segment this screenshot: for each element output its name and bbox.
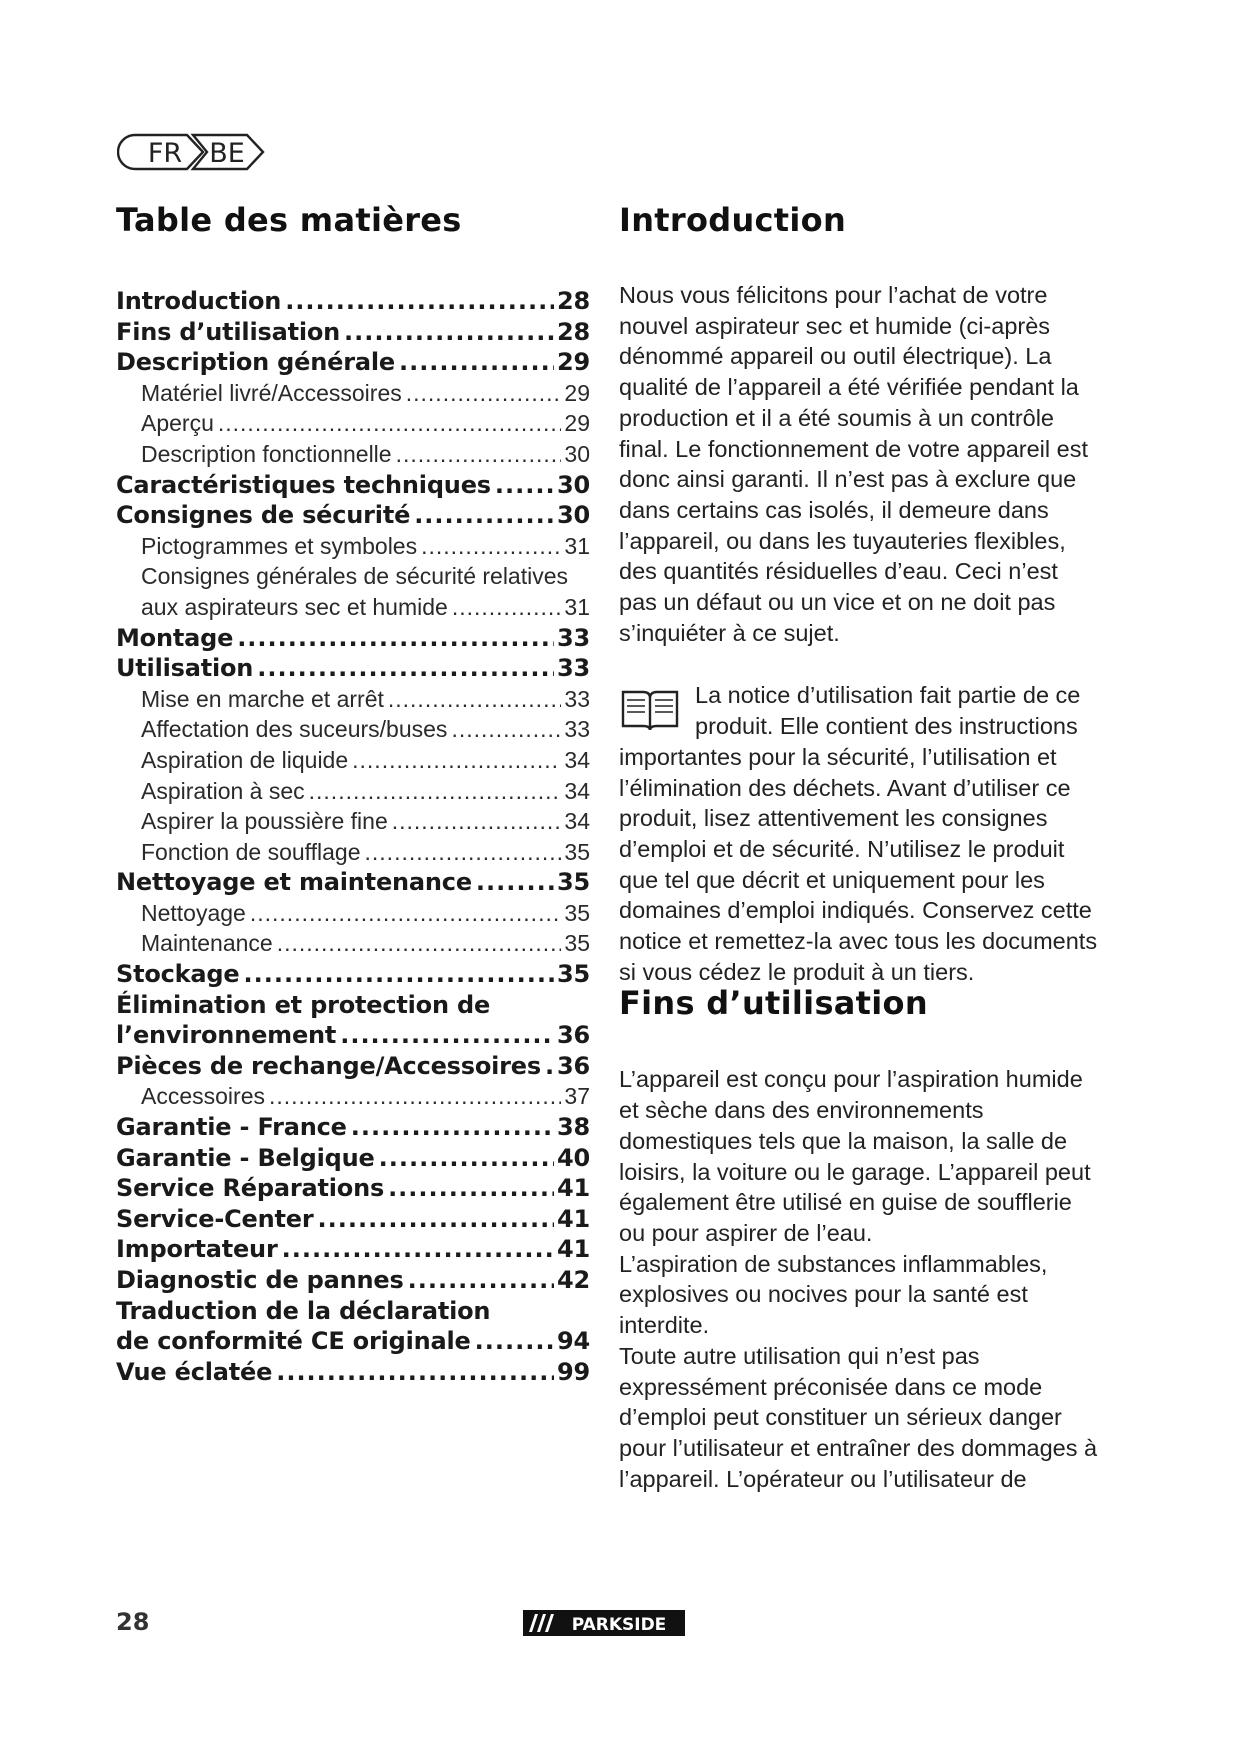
language-be: BE [209, 138, 245, 169]
toc-entry-label: Pièces de rechange/Accessoires [116, 1051, 541, 1080]
toc-leader-dots [250, 898, 562, 929]
toc-list [116, 286, 590, 1387]
toc-entry [116, 317, 590, 348]
book-icon [619, 686, 681, 732]
toc-entry-label: Service-Center [116, 1204, 314, 1233]
toc-entry-label: Service Réparations [116, 1174, 385, 1203]
toc-entry [116, 623, 590, 654]
toc-leader-dots [237, 623, 554, 654]
toc-entry [116, 653, 590, 684]
toc-entry [116, 347, 590, 378]
toc-entry [116, 408, 590, 439]
toc-entry [116, 1265, 590, 1296]
fins-paragraph-2: L’aspiration de substances inflammables, explosives ou nocives pour la santé est interdite. [619, 1250, 1048, 1339]
toc-entry [116, 531, 590, 562]
toc-entry [116, 286, 590, 317]
toc-entry [116, 1112, 590, 1143]
table-of-contents [116, 201, 590, 1387]
toc-entry-label: Diagnostic de pannes [116, 1266, 404, 1294]
toc-entry [116, 990, 590, 1021]
toc-entry-label: Consignes de sécurité [116, 501, 411, 530]
toc-entry [116, 1204, 590, 1235]
toc-leader-dots [414, 500, 554, 531]
toc-entry [116, 1296, 590, 1327]
toc-entry-page: 35 [564, 838, 590, 865]
toc-leader-dots [545, 1051, 554, 1082]
fins-paragraph-3: Toute autre utilisation qui n’est pas expressément préconisée dans ce mode d’emploi peut constituer un sérieux danger pour l’utilisateur et entraîner des dommages à l’appareil. L’opérateur ou l’utilisateur de [619, 1342, 1098, 1492]
toc-entry-page: 35 [557, 868, 590, 897]
introduction-title: Introduction [619, 201, 847, 239]
toc-entry-page: 28 [557, 287, 590, 315]
toc-entry-label: Garantie - Belgique [116, 1143, 375, 1172]
toc-title: Table des matières [116, 201, 462, 239]
toc-entry-label: Matériel livré/Accessoires [141, 379, 402, 406]
toc-leader-dots [451, 714, 561, 745]
brand-name: PARKSIDE [571, 1615, 667, 1635]
toc-entry-label: Nettoyage [141, 899, 246, 926]
toc-entry-label: Pictogrammes et symboles [141, 532, 418, 559]
toc-entry-page: 33 [557, 623, 590, 652]
toc-entry-page: 30 [557, 501, 590, 530]
toc-entry-label: Consignes générales de sécurité relatives [141, 563, 569, 590]
toc-entry [116, 745, 590, 776]
toc-entry-label: Vue éclatée [116, 1357, 273, 1386]
toc-leader-dots [218, 408, 562, 439]
toc-entry [116, 867, 590, 898]
toc-entry [116, 898, 590, 929]
toc-entry-page: 99 [557, 1357, 590, 1386]
toc-entry [116, 439, 590, 470]
toc-entry [116, 1081, 590, 1112]
toc-entry-label: Aspiration de liquide [141, 746, 349, 773]
toc-entry-page: 36 [557, 1021, 590, 1050]
toc-entry-page: 28 [557, 317, 590, 346]
toc-entry-label: Utilisation [116, 654, 254, 683]
toc-entry [116, 1234, 590, 1265]
toc-entry-page: 94 [557, 1327, 590, 1356]
toc-entry-page: 33 [564, 685, 590, 712]
toc-entry-page: 29 [564, 379, 590, 406]
toc-entry-label: Accessoires [141, 1083, 265, 1110]
toc-entry [116, 837, 590, 868]
toc-leader-dots [277, 928, 562, 959]
toc-entry-label: Garantie - France [116, 1113, 347, 1142]
toc-entry [116, 378, 590, 409]
toc-leader-dots [269, 1081, 561, 1112]
toc-entry-label: Description fonctionnelle [141, 440, 392, 467]
toc-entry [116, 959, 590, 990]
fins-paragraph-1: L’appareil est conçu pour l’aspiration humide et sèche dans des environnements domestiques tels que la maison, la salle de loisirs, la voiture ou le garage. L’appareil peut également être utilisé en guise de soufflerie ou pour aspirer de l’eau. [619, 1066, 1091, 1246]
language-badge-icon [117, 132, 267, 172]
toc-entry-page: 30 [557, 470, 590, 499]
toc-entry-label: de conformité CE originale [116, 1327, 471, 1356]
toc-entry-page: 35 [564, 930, 590, 957]
toc-entry-page: 36 [557, 1051, 590, 1080]
toc-entry-page: 30 [564, 440, 590, 467]
toc-entry-page: 33 [557, 654, 590, 683]
toc-entry [116, 1020, 590, 1051]
toc-entry [116, 470, 590, 501]
toc-entry-label: Montage [116, 623, 234, 652]
toc-entry-label: Traduction de la déclaration [116, 1296, 491, 1325]
toc-entry-label: aux aspirateurs sec et humide [141, 593, 448, 620]
toc-leader-dots [379, 1143, 554, 1174]
toc-leader-dots [408, 1265, 554, 1296]
toc-entry [116, 928, 590, 959]
toc-entry-label: Stockage [116, 960, 240, 989]
toc-entry [116, 500, 590, 531]
toc-leader-dots [351, 1112, 554, 1143]
toc-entry-page: 35 [564, 899, 590, 926]
page-number: 28 [116, 1608, 150, 1636]
toc-entry [116, 561, 590, 592]
toc-entry-label: Affectation des suceurs/buses [141, 716, 448, 743]
toc-entry [116, 1143, 590, 1174]
toc-leader-dots [365, 837, 562, 868]
toc-leader-dots [452, 592, 562, 623]
toc-leader-dots [340, 1020, 554, 1051]
toc-entry-label: Fins d’utilisation [116, 317, 341, 346]
toc-entry-label: Élimination et protection de [116, 990, 491, 1019]
toc-leader-dots [318, 1204, 555, 1235]
toc-entry [116, 806, 590, 837]
toc-leader-dots [344, 317, 554, 348]
toc-entry-label: Fonction de soufflage [141, 838, 361, 865]
toc-entry-page: 31 [564, 593, 590, 620]
toc-entry [116, 1051, 590, 1082]
introduction-paragraph: Nous vous félicitons pour l’achat de votre nouvel aspirateur sec et humide (ci-après dénommé appareil ou outil électrique). La qualité de l’appareil a été vérifiée pendant la production et il a été soumis à un contrôle final. Le fonctionnement de votre appareil est donc ainsi garanti. Il n’est pas à exclure que dans certains cas isolés, il demeure dans l’appareil, ou dans les tuyauteries flexibles, des quantités résiduelles d’eau. Ceci n’est pas un défaut ou un vice et on ne doit pas s’inquiéter à ce sujet. [619, 282, 1088, 646]
toc-entry-page: 34 [564, 746, 590, 773]
toc-leader-dots [388, 684, 562, 715]
notice-paragraph: La notice d’utilisation fait partie de ce produit. Elle contient des instructions importantes pour la sécurité, l’utilisation et l’élimination des déchets. Avant d’utiliser ce produit, lisez attentivement les consignes d’emploi et de sécurité. N’utilisez le produit que tel que décrit et uniquement pour les domaines d’emploi indiqués. Conservez cette notice et remettez-la avec tous les documents si vous cédez le produit à un tiers. [619, 682, 1098, 985]
toc-leader-dots [399, 347, 554, 378]
toc-entry-page: 37 [564, 1083, 590, 1110]
toc-entry-page: 40 [557, 1143, 590, 1172]
toc-entry-label: Maintenance [141, 930, 273, 957]
toc-leader-dots [476, 867, 554, 898]
toc-entry-page: 41 [557, 1235, 590, 1264]
toc-entry-page: 29 [557, 348, 590, 377]
toc-entry [116, 1326, 590, 1357]
toc-leader-dots [421, 531, 561, 562]
toc-entry-page: 33 [564, 716, 590, 743]
toc-leader-dots [406, 378, 562, 409]
toc-leader-dots [388, 1173, 554, 1204]
toc-entry-label: l’environnement [116, 1021, 337, 1050]
toc-entry-page: 34 [564, 808, 590, 835]
toc-leader-dots [257, 653, 554, 684]
toc-entry-label: Aspirer la poussière fine [141, 808, 388, 835]
notice-block [619, 680, 1101, 987]
language-badge [117, 132, 267, 172]
toc-entry-label: Caractéristiques techniques [116, 470, 491, 499]
toc-entry-label: Description générale [116, 348, 395, 377]
toc-entry [116, 592, 590, 623]
toc-leader-dots [309, 776, 562, 807]
toc-entry-page: 42 [557, 1266, 590, 1294]
toc-entry-page: 31 [564, 532, 590, 559]
toc-leader-dots [392, 806, 562, 837]
toc-entry-page: 41 [557, 1174, 590, 1203]
toc-entry-label: Introduction [116, 287, 282, 315]
toc-entry-page: 38 [557, 1113, 590, 1142]
toc-entry-label: Aspiration à sec [141, 777, 305, 804]
toc-entry-label: Aperçu [141, 410, 214, 437]
toc-entry [116, 684, 590, 715]
toc-entry-label: Mise en marche et arrêt [141, 685, 384, 712]
language-fr: FR [147, 138, 183, 169]
toc-entry [116, 1173, 590, 1204]
toc-leader-dots [352, 745, 561, 776]
toc-leader-dots [396, 439, 562, 470]
toc-entry-page: 34 [564, 777, 590, 804]
fins-title: Fins d’utilisation [619, 984, 928, 1023]
main-content [619, 201, 1101, 1494]
toc-leader-dots [285, 286, 554, 317]
toc-entry-label: Importateur [116, 1235, 278, 1264]
toc-leader-dots [276, 1357, 554, 1388]
toc-leader-dots [282, 1234, 554, 1265]
toc-leader-dots [244, 959, 555, 990]
toc-entry [116, 776, 590, 807]
toc-entry [116, 1357, 590, 1388]
toc-entry [116, 714, 590, 745]
parkside-logo [523, 1610, 685, 1636]
toc-leader-dots [495, 470, 554, 501]
toc-entry-page: 41 [557, 1204, 590, 1233]
toc-entry-page: 35 [557, 960, 590, 989]
toc-entry-page: 29 [564, 410, 590, 437]
toc-leader-dots [475, 1326, 554, 1357]
toc-entry-label: Nettoyage et maintenance [116, 868, 472, 897]
